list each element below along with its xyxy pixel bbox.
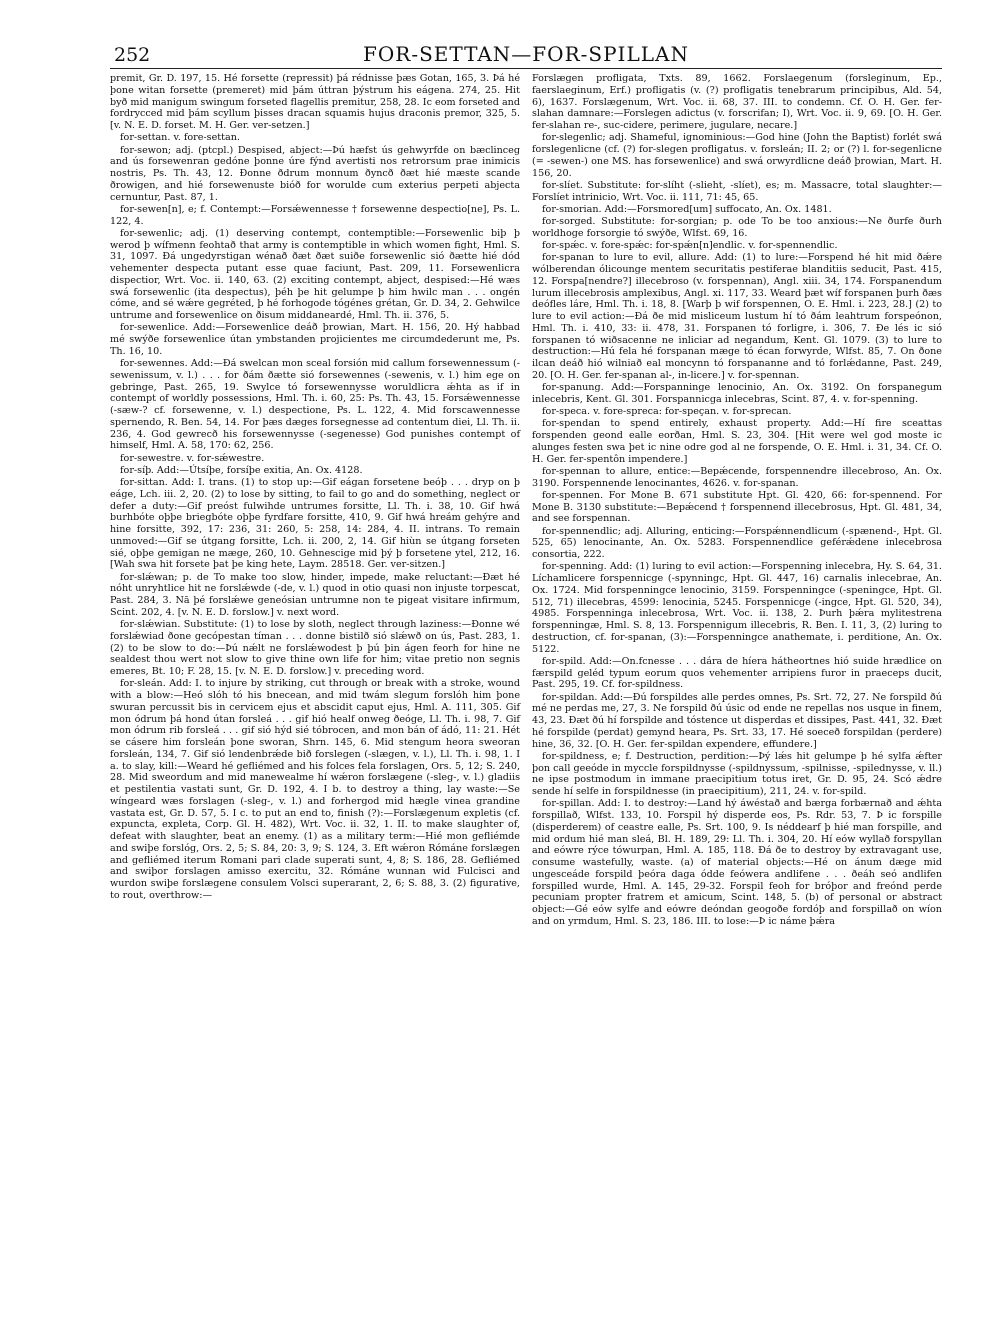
dictionary-entry: for-sittan. Add: I. trans. (1) to stop up:—Gif eágan forsetene beóþ . . . dryp on þ eáge, Lch. iii. 2, 20. (2) to lose by sitting, to fail to go and do something, neglect or defer a duty:—Gif preóst fulwihde untrumes forsitte, Ll. Th. i. 38, 10. Gif hwá burhbóte oþþe briegbóte oþþe fyrdfare forsitte, 410, 9. Gif hwá hreám gehýre and hine forsitte, 392, 17: 236, 31: 260, 5: 258, 14: 284, 4. II. intrans. To remain unmoved:—Gif se útgang forsitte, Lch. ii. 200, 2, 14. Gif hiùn se útgang forseten sié, oþþe gemigan ne mæge, 260, 10. Gehnescige mid þý þ forsetene ytel, 212, 16. [Wah swa hit forsete þat þe king hete, Laym. 28518. Ger. ver-sitzen.] <box>110 477 520 571</box>
dictionary-entry: for-sewestre. v. for-sǽwestre. <box>120 452 265 464</box>
dictionary-entry: for-sewon; adj. (ptcpl.) Despised, abject:—Þú hæfst ús gehwyrfde on bæclinceg and ús forsewenran gedóne þonne úre fýnd avertisti nos retrorsum prae inimicis nostris, Ps. Th. 43, 12. Ðonne ðdrum monnum ðyncð ðæt hié mæste scande ðrowigen, and hié forsewenuste bióð for worulde cum exterius perpeti abjecta cernuntur, Past. 87, 1. <box>110 144 520 203</box>
dictionary-entry: for-sewenlice. Add:—Forsewenlice deáð þrowian, Mart. H. 156, 20. Hý habbad mé swýðe forsewenlice útan ymbstanden projicientes me circumdederunt me, Ps. Th. 16, 10. <box>110 322 520 357</box>
dictionary-entry: Forslægen profligata, Txts. 89, 1662. Forslaegenum (forsleginum, Ep., faerslaeginum, Erf.) profligatis (v. (?) profligatis tenebrarum principibus, Ald. 54, 6), 1637. Forslægenum, Wrt. Voc. ii. 68, 37. III. to condemn. Cf. O. H. Ger. fer-slahan damnare:—Forslegen adictus (v. forscrifan; I), Wrt. Voc. ii. 9, 69. [O. H. Ger. fer-slahan re-, suc-cidere, perimere, jugulare, necare.] <box>532 73 942 131</box>
dictionary-entry: for-spildan. Add:—Ðú forspildes alle perdes omnes, Ps. Srt. 72, 27. Ne forspild ðú mé ne perdas me, 27, 3. Ne forspild ðú úsic od ende ne repellas nos usque in finem, 43, 23. Ðæt ðú hí forspilde and tóstence ut disperdas et dissipes, Past. 441, 32. Ðæt hé forspilde (perdat) gemynd heara, Ps. Srt. 33, 17. Hé soeceð forspildan (perdere) hine, 36, 32. [O. H. Ger. fer-spildan expendere, effundere.] <box>532 691 942 750</box>
dictionary-entry: for-spǽc. v. fore-spǽc: for-spǽn[n]endlic. v. for-spennendlic. <box>542 240 838 251</box>
dictionary-entry: for-síþ. Add:—Útsíþe, forsíþe exitia, An. Ox. 4128. <box>120 464 363 476</box>
columns <box>110 73 942 928</box>
dictionary-entry: for-slǽwan; p. de To make too slow, hinder, impede, make reluctant:—Ðæt hé nóht unryhtlice hit ne forslǽwde (-de, v. l.) quod in otio quasi non injuste torpescat, Past. 284, 3. Nā þé forslǽwe geneósian untrumne non te pigeat visitare infirmum, Scint. 202, 4. [v. N. E. D. forslow.] v. next word. <box>110 571 520 618</box>
dictionary-entry: for-sorged. Substitute: for-sorgian; p. ode To be too anxious:—Ne ðurfe ðurh worldhoge forsorgie tó swýðe, Wlfst. 69, 16. <box>532 216 942 239</box>
dictionary-entry: for-slíet. Substitute: for-slíht (-slieht, -slíet), es; m. Massacre, total slaughter:—Forslíet intrinicio, Wrt. Voc. ii. 111, 71: 45, 65. <box>532 179 942 203</box>
dictionary-entry: for-sleán. Add: I. to injure by striking, cut through or break with a stroke, wound with a blow:—Heó slóh tó his bnecean, and mid twám slegum forslóh him þone swuran percussit bis in cervicem ejus et abscidit caput ejus, Hml. A. 111, 305. Gif mon ódrum þá hond útan forsleá . . . gif hió healf onweg ðeóge, Ll. Th. i. 98, 7. Gif mon ódrum rib forsleá . . . gif sió hýd sié tóbrocen, and mon bán of ádó, 11: 21. Hét se cásere him forsleán þone sworan, Shrn. 145, 6. Mid stengum heora sweoran forsleán, 134, 7. Gif sió lendenbrǽde bið forslegen (-slægen, v. l.), Ll. Th. i. 98, 1. I a. to slay, kill:—Weard hé gefliémed and his folces fela forslagen, Ors. 5, 12; S. 240, 28. Mid sweordum and mid manewealme hí wǽron forslægene (-sleg-, v. l.) gladiis et pestilentia vastati sunt, Gr. D. 192, 4. I b. to destroy a thing, lay waste:—Se wíngeard wæs forslagen (-sleg-, v. l.) and forhergod mid hægle vinea grandine vastata est, Gr. D. 57, 5. I c. to put an end to, finish (?):—Forslægenum expletis (cf. expuncta, expleta, Corp. Gl. H. 482), Wrt. Voc. ii. 32, 1. II. to make slaughter of, defeat with slaughter, beat an enemy. (1) as a military term:—Hié mon gefliémde and swiþe forslóg, Ors. 2, 5; S. 84, 20: 3, 9; S. 124, 3. Eft wǽron Rómáne forslægen and gefliémed iterum Romani pari clade superati sunt, 4, 8; S. 186, 28. Gefliémed and swiþor forslagen amisso exercitu, 32. Rómáne wunnan wid Fulcisci and wurdon swiþe forslægene consulem Volsci superarant, 2, 6; S. 88, 3. (2) figurative, to rout, overthrow:— <box>110 678 520 901</box>
dictionary-entry: for-slegenlic; adj. Shameful, ignominious:—God hine (John the Baptist) forlét swá forslegenlicne (cf. (?) for-slegen profligatus. v. forsleán; II. 2; or (?) l. for-segenlicne (= -sewen-) one MS. has forsewenlice) and swá orwyrdlicne deáð þrowian, Mart. H. 156, 20. <box>532 132 942 179</box>
dictionary-entry: for-spanung. Add:—Forspanninge lenocinio, An. Ox. 3192. On forspanegum inlecebris, Kent. Gl. 301. Forspannicga inlecebras, Scint. 87, 4. v. for-spenning. <box>532 382 942 405</box>
left-column <box>110 73 520 928</box>
dictionary-entry: for-settan. v. fore-settan. <box>120 132 240 144</box>
dictionary-page <box>110 40 942 1312</box>
dictionary-entry: for-spennendlic; adj. Alluring, enticing:—Forspǽnnendlicum (-spænend-, Hpt. Gl. 525, 65) lenocinante, An. Ox. 5283. Forspennendlice geférǽdene inlecebrosa consortia, 222. <box>532 525 942 560</box>
dictionary-entry: for-spillan. Add: I. to destroy:—Land hý áwéstað and bærga forbærnað and ǽhta forspillað, Wlfst. 133, 10. Forspil hý disperde eos, Ps. Rdr. 53, 7. Þ ic forspille (disperderem) of ceastre ealle, Ps. Srt. 100, 9. Is néddearf þ hié man forspille, and mid ordum hié man sleá, Bl. H. 189, 29: Ll. Th. i. 304, 20. Hí eów wyllað forspyllan and eówre rýce tówurpan, Hml. A. 185, 118. Ðá ðe to destroy by extravagant use, consume wastefully, waste. (a) of material objects:—Hé on ánum dæge mid ungesceáde forspild þeóra daga ódde feówera andlifene . . . ðeáh seó andlifen forspilled wurde, Hml. A. 145, 29-32. Forspil feoh for bróþor and freónd perde pecuniam propter fratrem et amicum, Scint. 148, 5. (b) of personal or abstract object:—Gé eów sylfe and eówre deóndan geogoðe fordóþ and forspillað on wíon and on yrmdum, Hml. S. 23, 186. III. to lose:—Þ ic náme þǽra <box>532 798 942 927</box>
page-header <box>110 40 942 69</box>
dictionary-entry: premit, Gr. D. 197, 15. Hé forsette (repressit) þá rédnisse þæs Gotan, 165, 3. Þá hé þone witan forsette (premeret) mid þám úttran þýstrum his eágena. 274, 25. Hit byð mid manigum swingum forseted flagellis premitur, 258, 28. Ic eom forseted and fordrycced mid þám scyllum þisses dracan squamis hujus draconis premor, 325, 5. [v. N. E. D. forset. M. H. Ger. ver-setzen.] <box>110 73 520 131</box>
dictionary-entry: for-spendan to spend entirely, exhaust property. Add:—Hí fire sceattas forspenden geond ealle eorðan, Hml. S. 23, 304. [Hit were wel god moste ic alunges festen swa þet ic nine odre god al ne forspende, O. E. Hml. i. 31, 34. Cf. O. H. Ger. fer-spentôn impendere.] <box>532 418 942 465</box>
dictionary-entry: for-spenning. Add: (1) luring to evil action:—Forspenning inlecebra, Hy. S. 64, 31. Líchamlicere forspennicge (-spynningc, Hpt. Gl. 447, 16) carnalis inlecebrae, An. Ox. 1724. Mid forspenningce lenocinio, 3159. Forspenningce (-speningce, Hpt. Gl. 512, 71) illecebras, 4599: lenocinia, 5245. Forspennicge (-ingce, Hpt. Gl. 520, 34), 4985. Forspenninga inlecebrosa, Wrt. Voc. ii. 138, 2. Þurh þǽra mylitestrena forspenningæ, Hml. S. 8, 13. Forspennigum illecebris, R. Ben. I. 11, 3, (2) luring to destruction, cf. for-spanan, (3):—Forspenningce anathemate, i. perditione, An. Ox. 5122. <box>532 561 942 655</box>
dictionary-entry: for-sewenlic; adj. (1) deserving contempt, contemptible:—Forsewenlic biþ þ werod þ wífmenn feohtað that army is contemptible in which women fight, Hml. S. 31, 1097. Ðá ungedyrstigan wénað ðæt ðæt suiðe forsewenlic sió ðætte hié dód vehementer despecta putant esse quae faciunt, Past. 209, 11. Forsewenlicra dispectior, Wrt. Voc. ii. 140, 63. (2) exciting contempt, abject, despised:—Hé wæs swá forsewenlic (ita despectus), þéh þe hit gelumpe þ him hwilc man . . . ongén cóme, and sé wǽre gegréted, þ hé forhogode tógénes grétan, Gr. D. 34, 2. Gehwilce untrume and forsewenlice on ðisum middaneardé, Hml. Th. ii. 376, 5. <box>110 227 520 321</box>
dictionary-entry: for-spild. Add:—On.fcnesse . . . dára de híera hátheortnes hió suide hrædlice on færspild geléd typum eorum quos vehementer arripiens furor in praeceps ducit, Past. 295, 19. Cf. for-spildness. <box>532 655 942 691</box>
dictionary-entry: for-sewen[n], e; f. Contempt:—Forsǽwennesse † forsewenne despectio[ne], Ps. L. 122, 4. <box>110 203 520 227</box>
page-number: 252 <box>114 44 151 66</box>
right-column <box>532 73 942 928</box>
dictionary-entry: for-spildness, e; f. Destruction, perdition:—Þý lǽs hit gelumpe þ hé sylfa ǽfter þon call geeóde in myccle forspildnysse (-spildnyssum, -spilnisse, -spilednysse, v. ll.) ne ipse postmodum in immane praecipitium totus iret, Gr. D. 95, 24. Scó ǽdre sende hí selfe in forspildnesse (in praecipitium), 211, 24. v. for-spild. <box>532 750 942 797</box>
dictionary-entry: for-sewennes. Add:—Ðá swelcan mon sceal forsión mid callum forsewennessum (-sewenissum, v. l.) . . . for ðám ðætte sió forsewennes (-sewenis, v. l.) him ege on gebringe, Past. 265, 19. Swylce tó forsewennysse woruldlicra ǽhta as if in contempt of worldly possessions, Hml. Th. i. 60, 25: Ps. Th. 43, 15. Forsǽwennesse (-sæw-? cf. forsewenne, v. l.) despectione, Ps. L. 122, 4. Mid forscawennesse spernendo, R. Ben. 54, 14. For þæs dæges forsegnesse ad contentum diei, Ll. Th. ii. 236, 4. God gewrecð his forsewennysse (-segenesse) God punishes contempt of himself, Hml. A. 58, 170: 62, 256. <box>110 358 520 452</box>
running-head: FOR-SETTAN—FOR-SPILLAN <box>363 42 689 66</box>
dictionary-entry: for-spanan to lure to evil, allure. Add: (1) to lure:—Forspend hé hit mid ðǽre wólberendan ólicounge mentem securitatis pestiferae blanditiis seducit, Past. 415, 12. Forspa[nendre?] illecebroso (v. forspennan), Angl. xiii. 34, 174. Forspanendum lurum illecebrosis amplexibus, Angl. xi. 117, 33. Weard þæt wíf forspanen þurh ðæs deófles láre, Hml. Th. i. 18, 8. [Warþ þ wif forspennen, O. E. Hml. i. 223, 28.] (2) to lure to evil action:—Ðá ðe mid misliceum lustum hí tó ðám leahtrum forspeónon, Hml. Th. i. 410, 33: ii. 478, 31. Forspanen tó forligre, i. 306, 7. Ðe lés ic sió forspanen tó wiðsacenne ne inliciar ad negandum, Kent. Gl. 1079. (3) to lure to destruction:—Hú fela hé forspanan mæge tó écan forwyrde, Wlfst. 85, 7. On ðone ilcan deáð hió wilniað eal moncynn tó forspananne and tó forlǽdanne, Past. 249, 20. [O. H. Ger. fer-spanan al-, in-licere.] v. for-spennan. <box>532 252 942 381</box>
dictionary-entry: for-slǽwian. Substitute: (1) to lose by sloth, neglect through laziness:—Ðonne wé forslǽwiad ðone gecópestan tíman . . . donne bistilð sió slǽwð on ús, Past. 283, 1. (2) to be slow to do:—Þú nǽlt ne forslǽwodest þ þú þin ágen feorh for hine ne sealdest thou wert not slow to give thine own life for him; vitae pretio non segnis emeres, Bt. 10; F. 28, 15. [v. N. E. D. forslow.] v. preceding word. <box>110 619 520 677</box>
dictionary-entry: for-smorian. Add:—Forsmored[um] suffocato, An. Ox. 1481. <box>542 203 832 215</box>
dictionary-entry: for-spennen. For Mone B. 671 substitute Hpt. Gl. 420, 66: for-spennend. For Mone B. 3130 substitute:—Bepǽcend † forspennend illecebrosus, Hpt. Gl. 481, 34, and see forspennan. <box>532 489 942 525</box>
dictionary-entry: for-speca. v. fore-spreca: for-speçan. v. for-sprecan. <box>542 406 792 417</box>
dictionary-entry: for-spennan to allure, entice:—Bepǽcende, forspennendre illecebroso, An. Ox. 3190. Forspennende lenocinantes, 4626. v. for-spanan. <box>532 465 942 489</box>
